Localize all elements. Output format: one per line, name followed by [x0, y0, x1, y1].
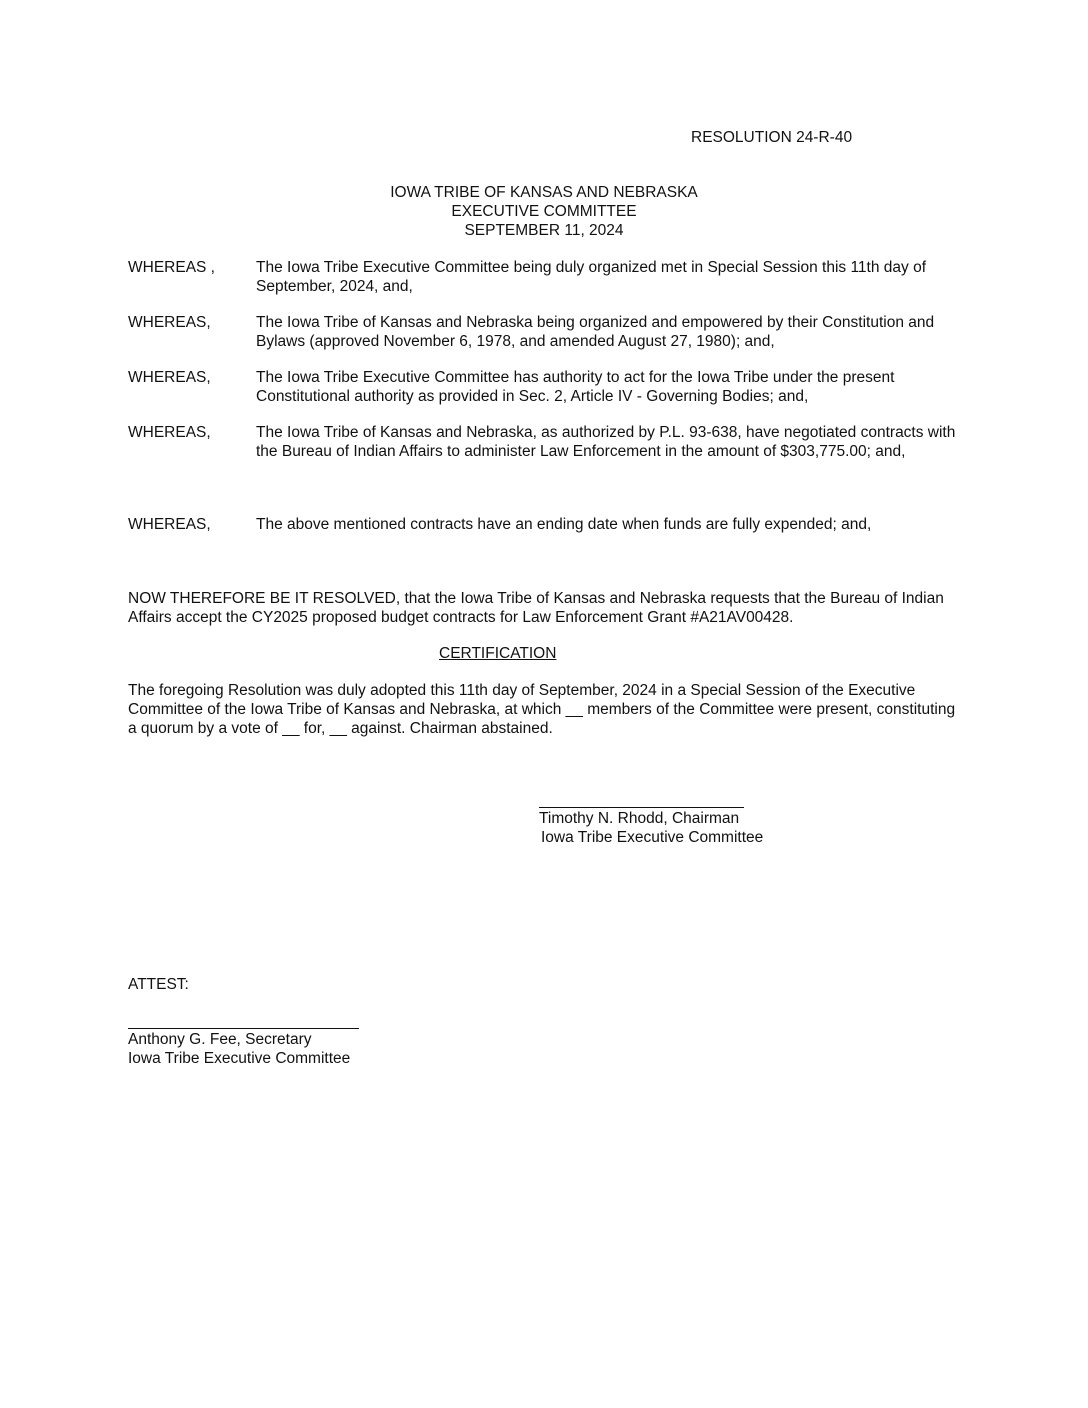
- whereas-label: WHEREAS ,: [128, 259, 215, 276]
- whereas-text: The Iowa Tribe Executive Committee has authority to act for the Iowa Tribe under the present Constitutional authority as provided in Sec. 2, Article IV - Governing Bodies; and,: [256, 369, 895, 405]
- whereas-text: The Iowa Tribe of Kansas and Nebraska being organized and empowered by their Constitution and Bylaws (approved November 6, 1978, and amended August 27, 1980); and,: [256, 314, 935, 350]
- whereas-label: WHEREAS,: [128, 516, 211, 533]
- attest-label: ATTEST:: [128, 976, 189, 993]
- chairman-name: Timothy N. Rhodd, Chairman: [539, 810, 740, 827]
- whereas-text: The Iowa Tribe of Kansas and Nebraska, as authorized by P.L. 93-638, have negotiated contracts with the Bureau of Indian Affairs to administer Law Enforcement in the amount of $303,775.00; and,: [256, 424, 956, 460]
- resolution-number: RESOLUTION 24-R-40: [691, 129, 853, 146]
- header-tribe-name: IOWA TRIBE OF KANSAS AND NEBRASKA: [390, 184, 698, 201]
- certification-title: CERTIFICATION: [439, 645, 557, 662]
- certification-text: The foregoing Resolution was duly adopted this 11th day of September, 2024 in a Special Session of the Executive Committee of the Iowa Tribe of Kansas and Nebraska, at which __ members of the Committee were present, constituting a quorum by a vote of __ for, __ against. Chairman abstained.: [128, 682, 956, 737]
- whereas-label: WHEREAS,: [128, 369, 211, 386]
- chairman-signature-line: [539, 807, 744, 808]
- chairman-organization: Iowa Tribe Executive Committee: [541, 829, 764, 846]
- header-committee: EXECUTIVE COMMITTEE: [451, 203, 637, 220]
- resolved-paragraph: NOW THEREFORE BE IT RESOLVED, that the Iowa Tribe of Kansas and Nebraska requests that the Bureau of Indian Affairs accept the CY2025 proposed budget contracts for Law Enforcement Grant #A21AV00428.: [128, 590, 944, 626]
- whereas-text: The Iowa Tribe Executive Committee being duly organized met in Special Session this 11th day of September, 2024, and,: [256, 259, 927, 295]
- whereas-label: WHEREAS,: [128, 424, 211, 441]
- whereas-label: WHEREAS,: [128, 314, 211, 331]
- secretary-signature-line: [128, 1028, 359, 1029]
- document-header: [0, 183, 1088, 240]
- secretary-organization: Iowa Tribe Executive Committee: [128, 1050, 351, 1067]
- header-date: SEPTEMBER 11, 2024: [464, 222, 624, 239]
- secretary-name: Anthony G. Fee, Secretary: [128, 1031, 312, 1048]
- whereas-text: The above mentioned contracts have an ending date when funds are fully expended; and,: [256, 516, 872, 533]
